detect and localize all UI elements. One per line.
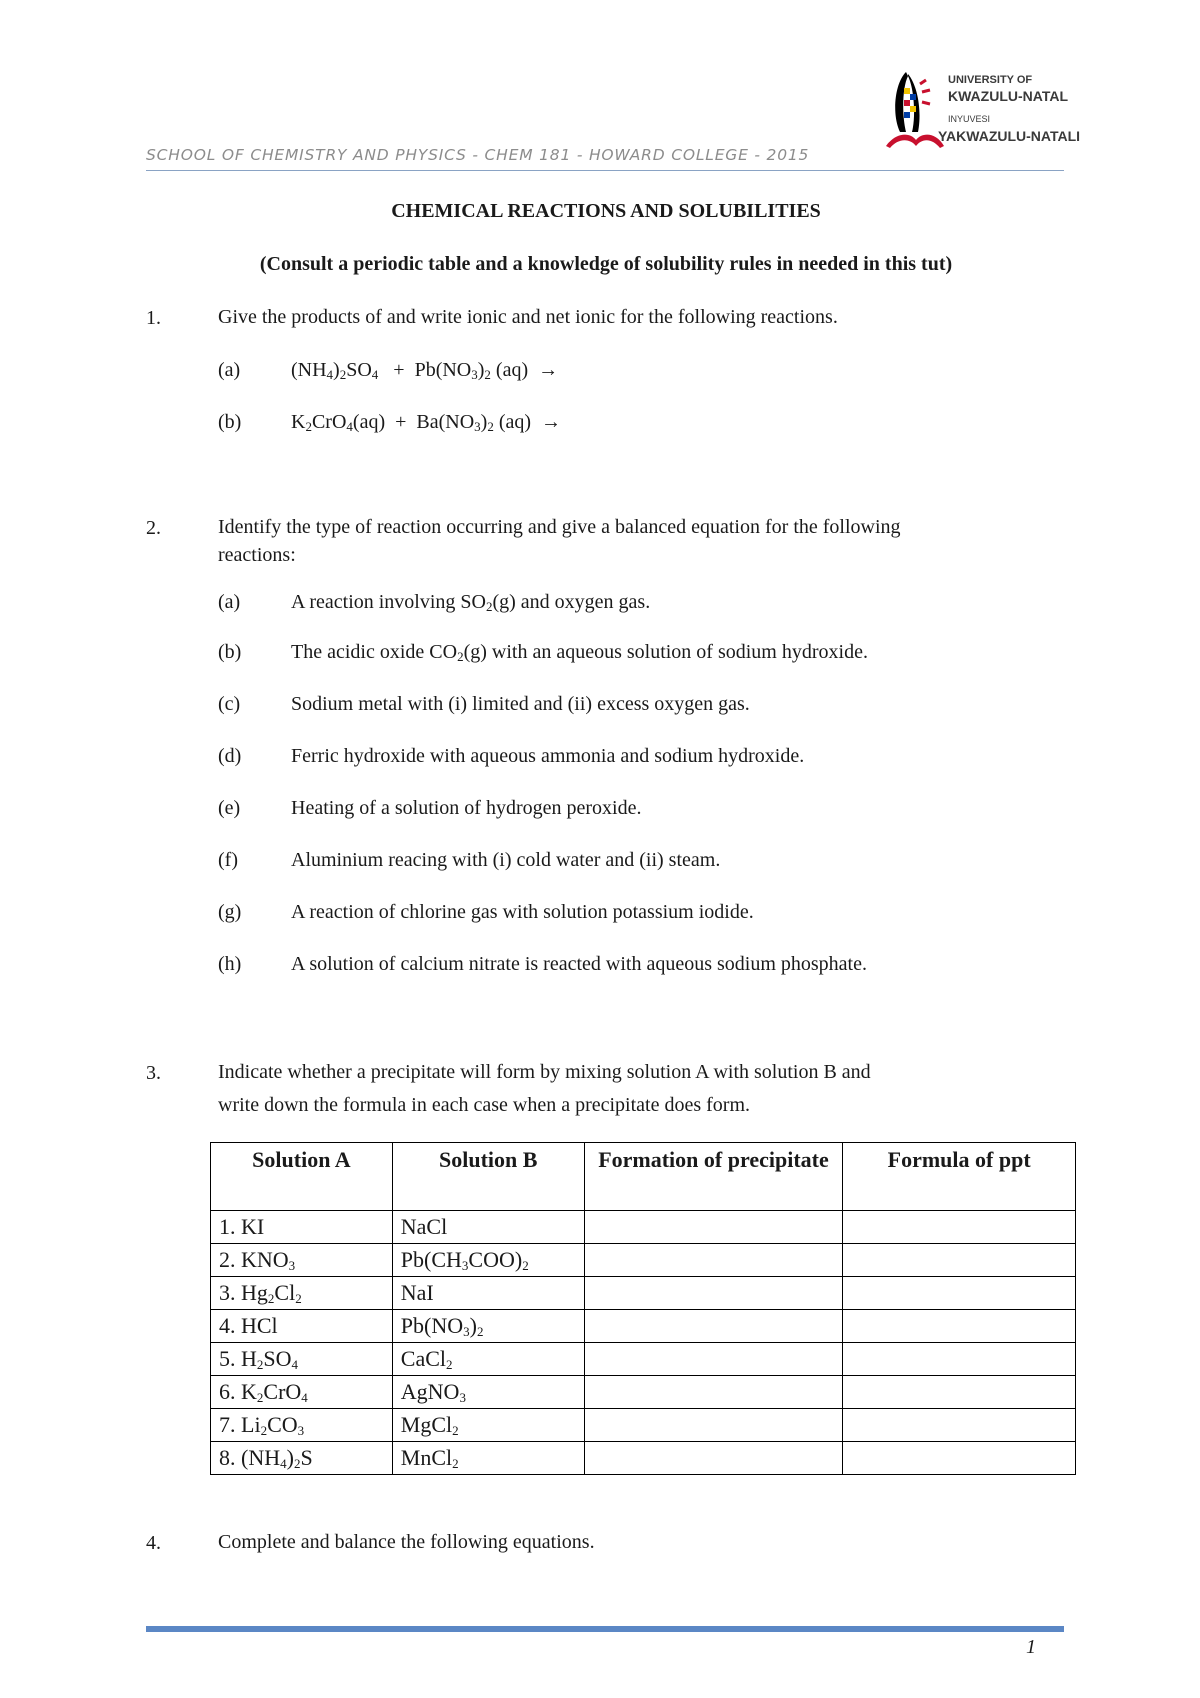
table-row: [211, 1409, 1076, 1442]
q1a-equation: $(NH_4)_2SO_4 + Pb(NO_3)_2$ (aq) →: [291, 359, 559, 382]
q2a-label: (a): [218, 591, 241, 613]
formula-cell[interactable]: [843, 1442, 1076, 1475]
q2-text-line1: Identify the type of reaction occurring and give a balanced equation for the following: [218, 516, 901, 538]
page-title: CHEMICAL REACTIONS AND SOLUBILITIES: [391, 200, 821, 222]
table-header-row: [211, 1143, 1076, 1211]
running-header: SCHOOL OF CHEMISTRY AND PHYSICS - CHEM 181 - HOWARD COLLEGE - 2015: [146, 146, 810, 164]
page-subtitle: (Consult a periodic table and a knowledge of solubility rules in needed in this tut): [259, 253, 953, 275]
header-solution-a: Solution A: [211, 1143, 393, 1211]
q3-text-line1: Indicate whether a precipitate will form by mixing solution A with solution B and: [218, 1061, 871, 1083]
formation-cell[interactable]: [584, 1376, 843, 1409]
q2f-text: Aluminium reacing with (i) cold water and (ii) steam.: [291, 849, 721, 871]
q2c-text: Sodium metal with (i) limited and (ii) excess oxygen gas.: [291, 693, 750, 715]
solution-b-cell: MgCl$_2$: [392, 1409, 584, 1442]
header-formula-of-ppt: Formula of ppt: [843, 1143, 1076, 1211]
formation-cell[interactable]: [584, 1442, 843, 1475]
formation-cell[interactable]: [584, 1343, 843, 1376]
formula-cell[interactable]: [843, 1211, 1076, 1244]
solution-a-cell: 6. $K_2CrO_4$: [211, 1376, 393, 1409]
q2b-label: (b): [218, 641, 242, 663]
q2h-text: A solution of calcium nitrate is reacted with aqueous sodium phosphate.: [291, 953, 867, 975]
solution-a-cell: 8. $(NH_4)_2S$: [211, 1442, 393, 1475]
ukzn-shield-icon: [886, 70, 946, 152]
logo-kwazulu-natal: KWAZULU-NATAL: [948, 88, 1069, 104]
q1b-equation: $K_2CrO_4(aq) + Ba(NO_3)_2$ (aq) →: [291, 411, 562, 434]
solution-b-cell: MnCl$_2$: [392, 1442, 584, 1475]
header-divider: [146, 170, 1064, 171]
q2h-label: (h): [218, 953, 242, 975]
formation-cell[interactable]: [584, 1409, 843, 1442]
university-logo: [886, 70, 1081, 152]
q1-number: 1.: [146, 307, 161, 329]
solution-b-cell: NaCl: [392, 1211, 584, 1244]
formula-cell[interactable]: [843, 1277, 1076, 1310]
table-row: [211, 1442, 1076, 1475]
formation-cell[interactable]: [584, 1244, 843, 1277]
table-row: [211, 1211, 1076, 1244]
logo-yakwazulu-natali: YAKWAZULU-NATALI: [938, 128, 1081, 144]
q4-text: Complete and balance the following equations.: [218, 1531, 595, 1553]
header-formation-of-precipitate: Formation of precipitate: [584, 1143, 843, 1211]
table-row: [211, 1376, 1076, 1409]
q3-text-line2: write down the formula in each case when a precipitate does form.: [218, 1094, 751, 1116]
q2e-text: Heating of a solution of hydrogen peroxide.: [291, 797, 642, 819]
solution-a-cell: 3. $Hg_2Cl_2$: [211, 1277, 393, 1310]
q4-number: 4.: [146, 1532, 161, 1554]
precipitate-table: [210, 1142, 1076, 1475]
formula-cell[interactable]: [843, 1310, 1076, 1343]
solution-b-cell: $Pb(CH_3COO)_2$: [392, 1244, 584, 1277]
q2f-label: (f): [218, 849, 238, 871]
q1-text: Give the products of and write ionic and net ionic for the following reactions.: [218, 306, 838, 328]
q2a-text: A reaction involving $SO_2(g)$ and oxygen gas.: [291, 591, 651, 614]
formation-cell[interactable]: [584, 1310, 843, 1343]
formula-cell[interactable]: [843, 1244, 1076, 1277]
logo-university-of: UNIVERSITY OF: [948, 74, 1033, 86]
solution-b-cell: AgNO$_3$: [392, 1376, 584, 1409]
logo-inyuvesi: INYUVESI: [948, 114, 991, 124]
q2d-text: Ferric hydroxide with aqueous ammonia and sodium hydroxide.: [291, 745, 805, 767]
q2e-label: (e): [218, 797, 241, 819]
q2b-text: The acidic oxide $CO_2(g)$ with an aqueous solution of sodium hydroxide.: [291, 641, 868, 664]
q2-number: 2.: [146, 517, 161, 539]
footer-divider: [146, 1626, 1064, 1632]
q3-number: 3.: [146, 1062, 161, 1084]
solution-b-cell: CaCl$_2$: [392, 1343, 584, 1376]
header-solution-b: Solution B: [392, 1143, 584, 1211]
q2g-label: (g): [218, 901, 242, 923]
solution-a-cell: 1. KI: [211, 1211, 393, 1244]
q2c-label: (c): [218, 693, 241, 715]
formula-cell[interactable]: [843, 1343, 1076, 1376]
formula-cell[interactable]: [843, 1409, 1076, 1442]
solution-a-cell: 7. $Li_2CO_3$: [211, 1409, 393, 1442]
q1a-label: (a): [218, 359, 241, 381]
table-row: [211, 1244, 1076, 1277]
table-row: [211, 1277, 1076, 1310]
solution-a-cell: 2. $KNO_3$: [211, 1244, 393, 1277]
q2d-label: (d): [218, 745, 242, 767]
solution-a-cell: 5. $H_2SO_4$: [211, 1343, 393, 1376]
formula-cell[interactable]: [843, 1376, 1076, 1409]
q2-text-line2: reactions:: [218, 544, 296, 566]
q1b-label: (b): [218, 411, 242, 433]
table-row: [211, 1343, 1076, 1376]
formation-cell[interactable]: [584, 1277, 843, 1310]
table-row: [211, 1310, 1076, 1343]
solution-b-cell: NaI: [392, 1277, 584, 1310]
solution-a-cell: 4. HCl: [211, 1310, 393, 1343]
solution-b-cell: $Pb(NO_3)_2$: [392, 1310, 584, 1343]
formation-cell[interactable]: [584, 1211, 843, 1244]
page-number: 1: [1026, 1636, 1036, 1658]
q2g-text: A reaction of chlorine gas with solution potassium iodide.: [291, 901, 754, 923]
